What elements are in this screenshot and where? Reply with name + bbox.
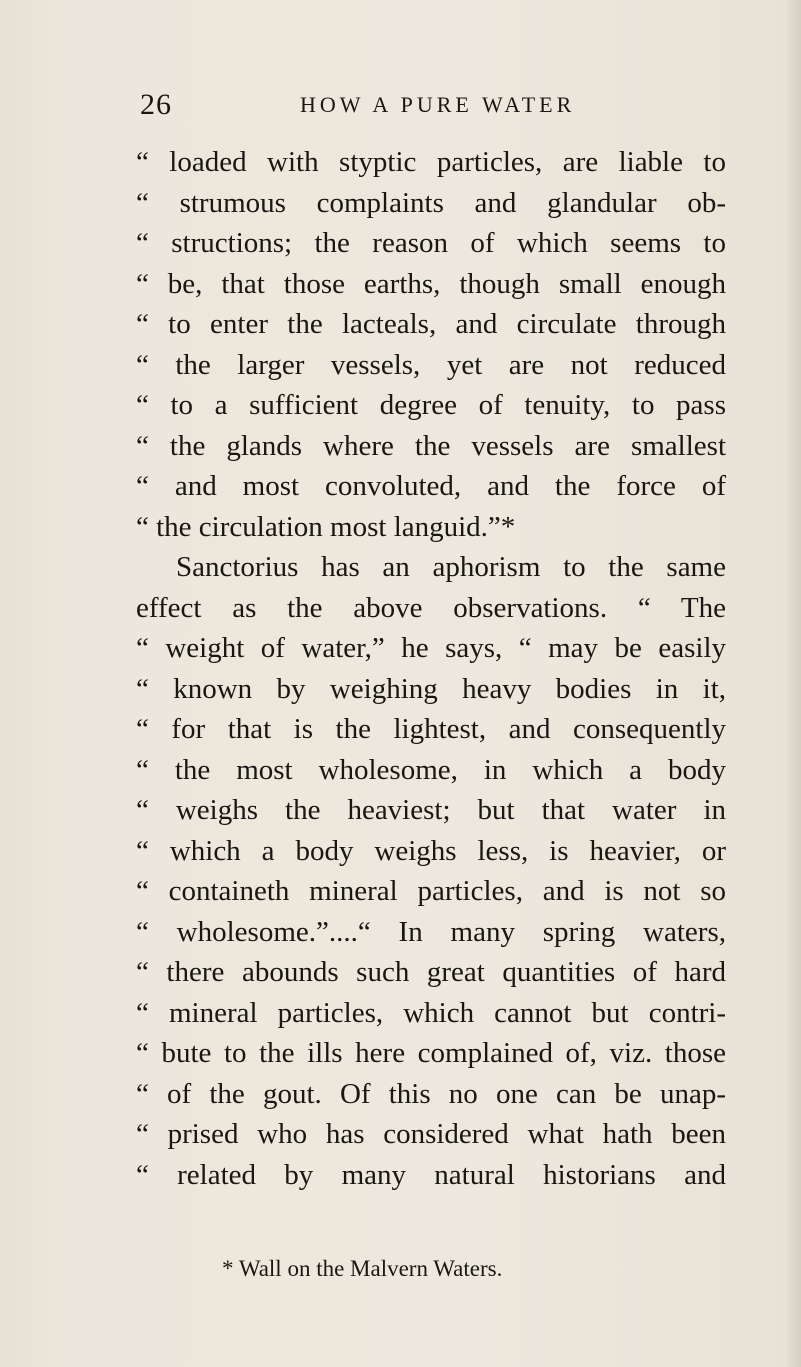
text-line: “ there abounds such great quantities of hard — [136, 956, 726, 988]
running-head-title: HOW A PURE WATER — [300, 92, 576, 117]
running-head — [140, 88, 660, 128]
text-line: “ weighs the heaviest; but that water in — [136, 794, 726, 826]
text-line: “ to enter the lacteals, and circulate through — [136, 308, 726, 340]
text-line: “ structions; the reason of which seems to — [136, 227, 726, 259]
body-text — [136, 142, 726, 1195]
text-line: “ strumous complaints and glandular ob- — [136, 186, 726, 219]
text-line: “ related by many natural historians and — [136, 1158, 726, 1191]
text-line: “ for that is the lightest, and consequently — [136, 713, 726, 745]
text-line: “ bute to the ills here complained of, viz. those — [136, 1037, 726, 1069]
text-line: “ the most wholesome, in which a body — [136, 753, 726, 786]
text-line: “ known by weighing heavy bodies in it, — [136, 672, 726, 705]
text-line: “ loaded with styptic particles, are liable to — [136, 146, 726, 178]
text-line: “ which a body weighs less, is heavier, or — [136, 834, 726, 867]
text-line: “ the circulation most languid.”* — [136, 510, 516, 543]
text-line: “ of the gout. Of this no one can be unap- — [136, 1077, 726, 1110]
text-line: “ the glands where the vessels are smallest — [136, 429, 726, 462]
text-line: “ and most convoluted, and the force of — [136, 470, 726, 502]
text-line: effect as the above observations. “ The — [136, 591, 726, 624]
page-edge-shadow — [787, 0, 801, 1367]
paragraph-start-line: Sanctorius has an aphorism to the same — [176, 551, 726, 583]
text-line: “ be, that those earths, though small enough — [136, 267, 726, 300]
text-line: “ to a sufficient degree of tenuity, to pass — [136, 389, 726, 421]
text-line: “ containeth mineral particles, and is not so — [136, 875, 726, 907]
text-line: “ mineral particles, which cannot but contri- — [136, 996, 726, 1029]
text-line: “ prised who has considered what hath been — [136, 1118, 726, 1150]
text-line: “ the larger vessels, yet are not reduced — [136, 348, 726, 381]
page-number: 26 — [140, 88, 172, 121]
text-line: “ weight of water,” he says, “ may be easily — [136, 632, 726, 664]
footnote: * Wall on the Malvern Waters. — [222, 1256, 503, 1281]
text-line: “ wholesome.”....“ In many spring waters, — [136, 915, 726, 948]
